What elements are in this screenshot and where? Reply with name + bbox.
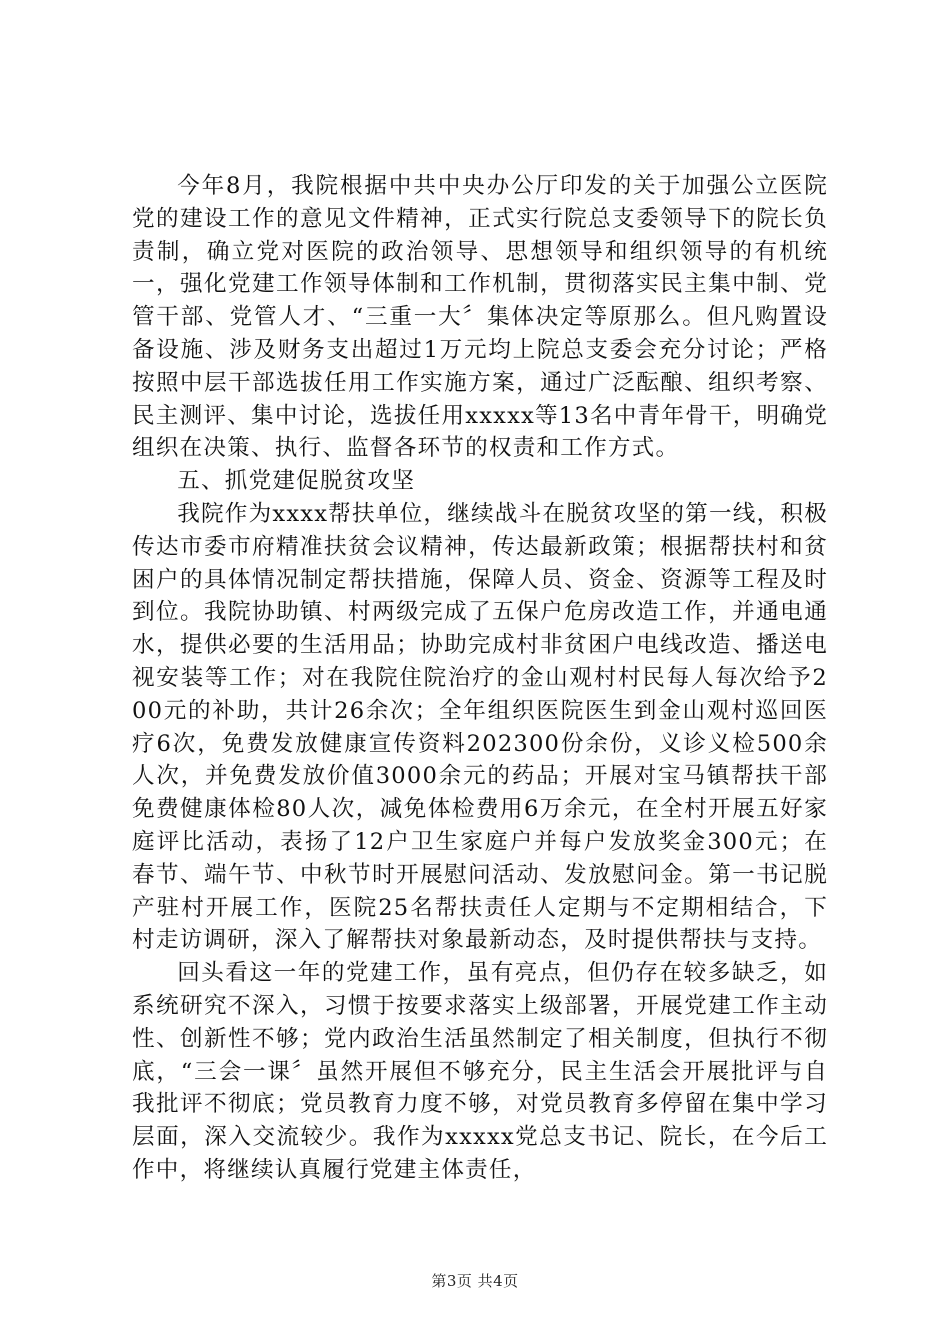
section-heading-poverty-alleviation: 五、抓党建促脱贫攻坚 [177,468,416,495]
document-body [132,170,828,1187]
paragraph-poverty-alleviation: 我院作为xxxx帮扶单位，继续战斗在脱贫攻坚的第一线，积极传达市委市府精准扶贫会议精神，传达最新政策；根据帮扶村和贫困户的具体情况制定帮扶措施，保障人员、资金、资源等工程及时到位。我院协助镇、村两级完成了五保户危房改造工作，并通电通水，提供必要的生活用品；协助完成村非贫困户电线改造、播送电视安装等工作；对在我院住院治疗的金山观村村民每人每次给予200元的补助，共计26余次；全年组织医院医生到金山观村巡回医疗6次，免费发放健康宣传资料202300份余份，义诊义检500余人次，并免费发放价值3000余元的药品；开展对宝马镇帮扶干部免费健康体检80人次，减免体检费用6万余元，在全村开展五好家庭评比活动，表扬了12户卫生家庭户并每户发放奖金300元；在春节、端午节、中秋节时开展慰问活动、发放慰问金。第一书记脱产驻村开展工作，医院25名帮扶责任人定期与不定期相结合，下村走访调研，深入了解帮扶对象最新动态，及时提供帮扶与支持。 [132,500,828,954]
paragraph-review-shortcomings: 回头看这一年的党建工作，虽有亮点，但仍存在较多缺乏，如系统研究不深入，习惯于按要求落实上级部署，开展党建工作主动性、创新性不够；党内政治生活虽然制定了相关制度，但执行不彻底，“三会一课〞虽然开展但不够充分，民主生活会开展批评与自我批评不彻底；党员教育力度不够，对党员教育多停留在集中学习层面，深入交流较少。我作为xxxxx党总支书记、院长，在今后工作中，将继续认真履行党建主体责任， [132,960,828,1183]
page-footer: 第3页 共4页 [431,1272,519,1290]
paragraph-party-leadership: 今年8月，我院根据中共中央办公厅印发的关于加强公立医院党的建设工作的意见文件精神，正式实行院总支委领导下的院长负责制，确立党对医院的政治领导、思想领导和组织领导的有机统一，强化党建工作领导体制和工作机制，贯彻落实民主集中制、党管干部、党管人才、“三重一大〞集体决定等原那么。但凡购置设备设施、涉及财务支出超过1万元均上院总支委会充分讨论；严格按照中层干部选拔任用工作实施方案，通过广泛酝酿、组织考察、民主测评、集中讨论，选拔任用xxxxx等13名中青年骨干，明确党组织在决策、执行、监督各环节的权责和工作方式。 [132,173,828,462]
